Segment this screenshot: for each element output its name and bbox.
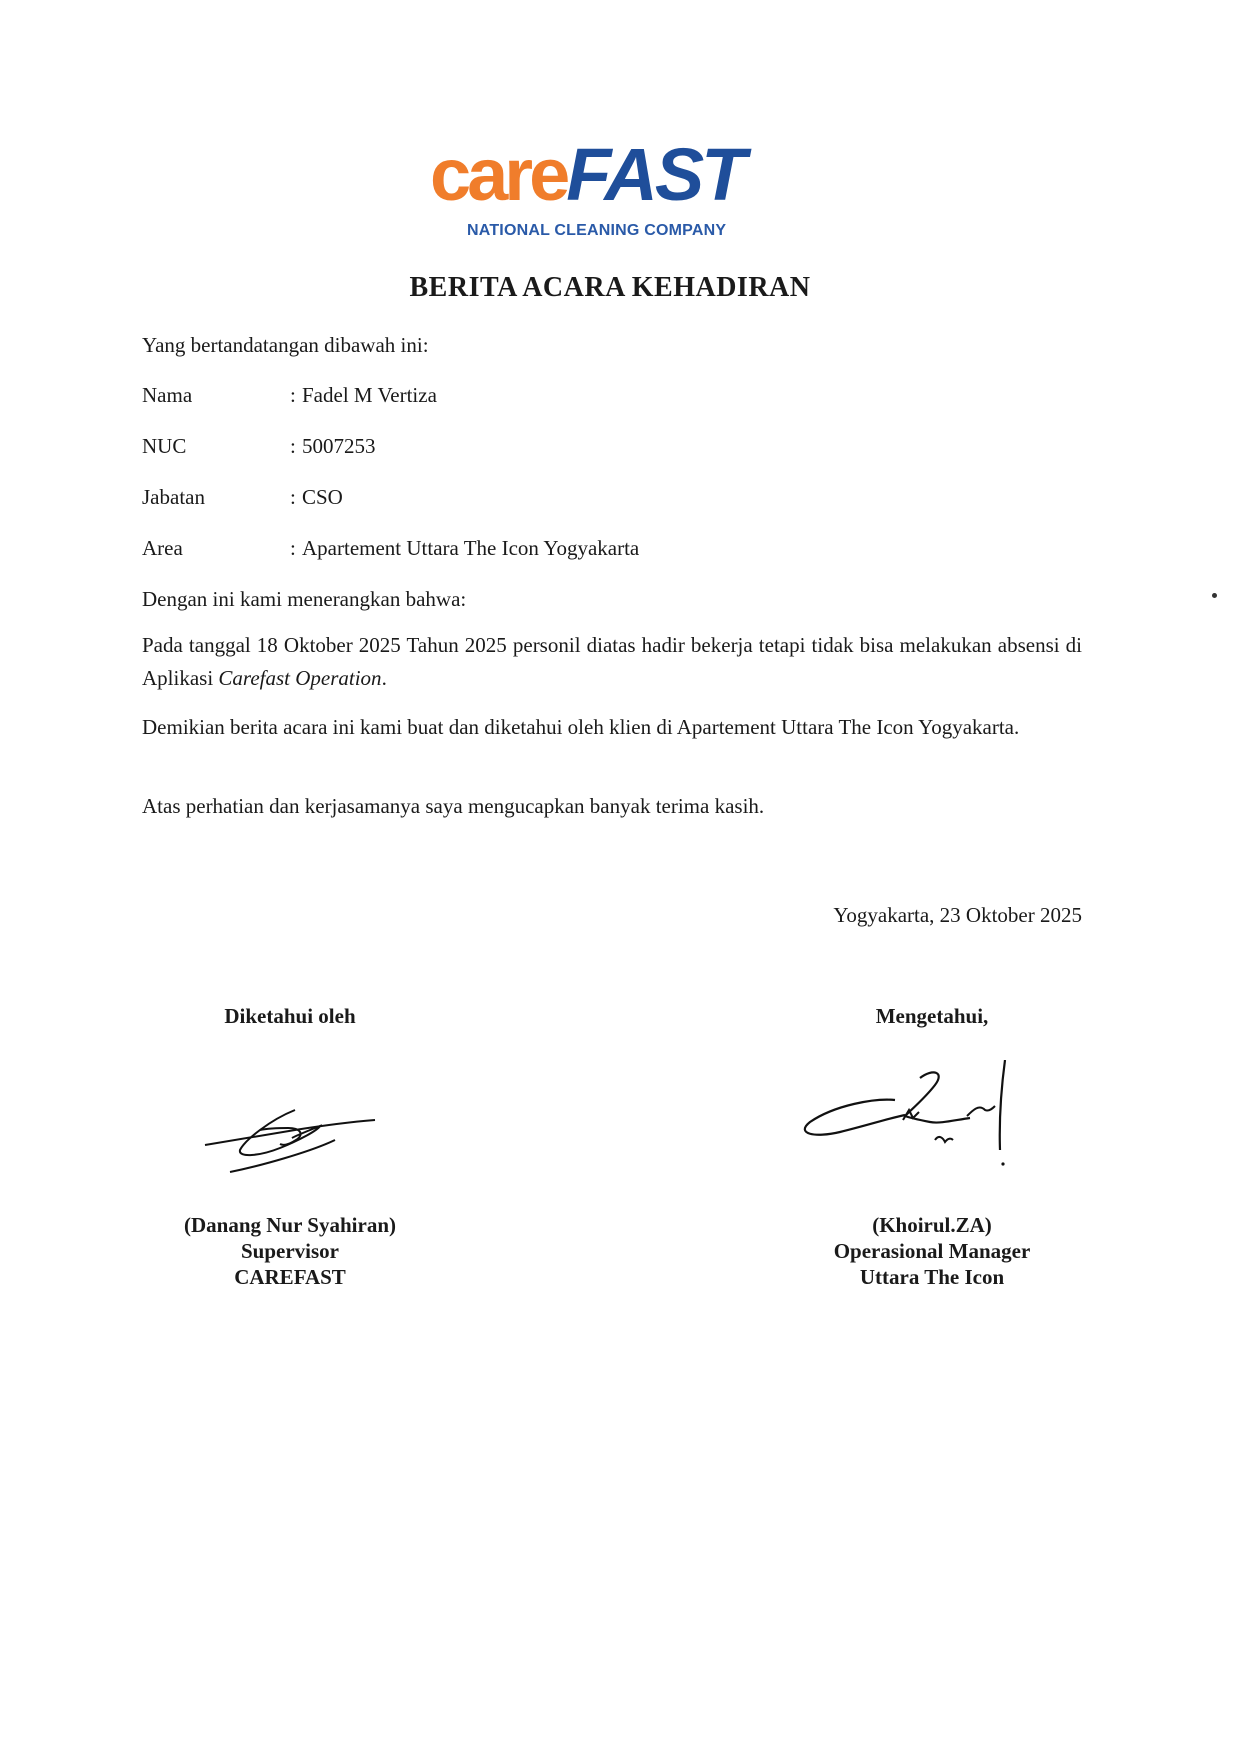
field-row-jabatan [142,481,1042,513]
signatory-name: (Khoirul.ZA) [872,1213,992,1237]
signature-right [795,1060,1035,1180]
logo-care-text: care [430,133,567,216]
field-row-area [142,532,1042,564]
field-row-nuc [142,430,1042,462]
field-separator: : [290,383,296,407]
place-date: Yogyakarta, 23 Oktober 2025 [833,903,1082,927]
signatory-org: CAREFAST [234,1265,346,1289]
logo-fast-text: FAST [566,133,744,216]
field-value: Fadel M Vertiza [302,383,437,407]
field-value: CSO [302,485,343,509]
app-name: Carefast Operation [218,666,382,690]
field-separator: : [290,485,296,509]
field-value: Apartement Uttara The Icon Yogyakarta [302,536,640,560]
paragraph-attendance-end: . [381,666,387,690]
field-label: Nama [142,383,193,407]
field-value: 5007253 [302,434,376,458]
signatory-heading: Diketahui oleh [224,1004,356,1028]
signatory-org: Uttara The Icon [859,1265,1005,1289]
statement-intro: Dengan ini kami menerangkan bahwa: [142,587,467,611]
field-label: NUC [142,434,187,458]
signatory-name: (Danang Nur Syahiran) [184,1213,396,1237]
field-label: Jabatan [142,485,205,509]
signatory-role: Operasional Manager [833,1239,1031,1263]
field-separator: : [290,434,296,458]
scan-speck [1212,593,1217,598]
logo-tagline: NATIONAL CLEANING COMPANY [467,222,727,239]
signatory-details [110,1212,470,1290]
signatory-heading: Mengetahui, [875,1004,989,1028]
document-title: BERITA ACARA KEHADIRAN [409,272,811,303]
logo-wordmark [430,133,744,216]
field-row-nama [142,379,1042,411]
signature-left [200,1100,390,1180]
carefast-logo [430,133,810,248]
paragraph-attendance [142,629,1082,695]
paragraph-acknowledgement: Demikian berita acara ini kami buat dan diketahui oleh klien di Apartement Uttara The Icon Yogyakarta. [142,715,1020,739]
signatory-details [752,1212,1112,1290]
field-label: Area [142,536,183,560]
signatory-role: Supervisor [240,1239,339,1263]
field-separator: : [290,536,296,560]
paragraph-thanks: Atas perhatian dan kerjasamanya saya mengucapkan banyak terima kasih. [142,794,765,818]
intro-text: Yang bertandatangan dibawah ini: [142,333,429,357]
paragraph-attendance-text: Pada tanggal 18 Oktober 2025 Tahun 2025 personil diatas hadir bekerja tetapi tidak bisa melakukan absensi di Aplikasi [142,633,1082,690]
